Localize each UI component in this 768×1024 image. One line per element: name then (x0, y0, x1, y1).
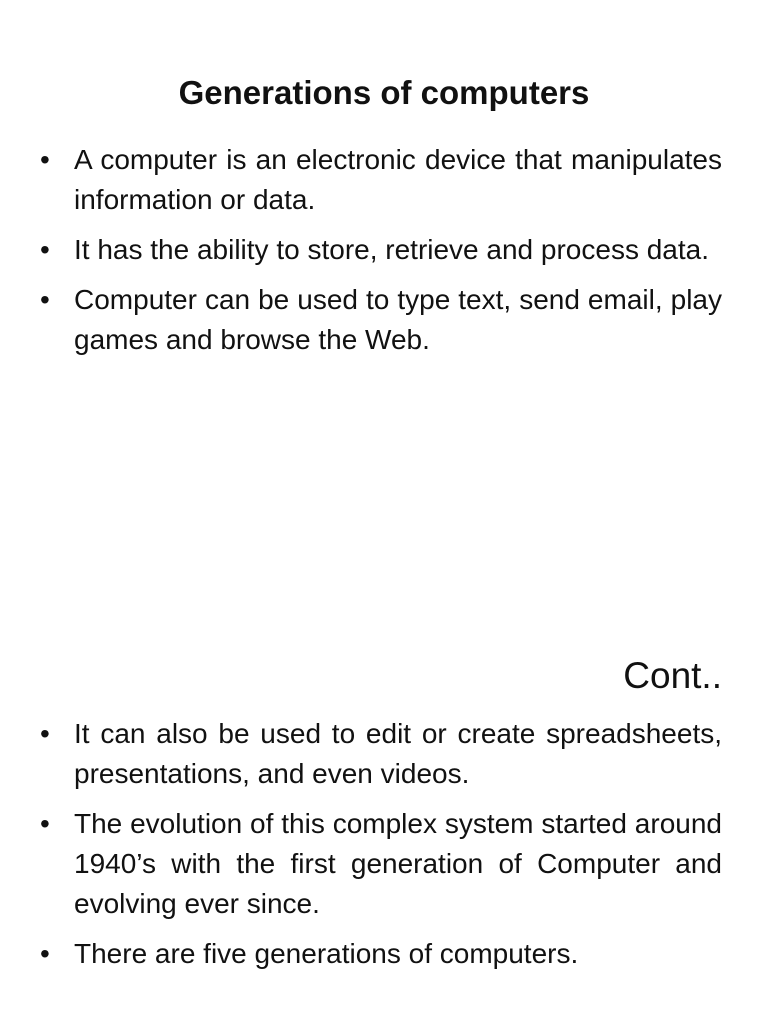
slide-2-bullet-list (34, 714, 722, 984)
bullet-text: It has the ability to store, retrieve and process data. (74, 234, 710, 265)
bullet-text: It can also be used to edit or create spreadsheets, presentations, and even videos. (74, 718, 722, 789)
bullet-text: The evolution of this complex system started around 1940’s with the first generation of Computer and evolving ever since. (74, 808, 722, 919)
bullet-icon: • (40, 144, 50, 175)
bullet-item (34, 230, 722, 270)
bullet-icon: • (40, 938, 50, 969)
slide-1-bullet-list (34, 140, 722, 370)
bullet-icon: • (40, 718, 50, 749)
bullet-icon: • (40, 234, 50, 265)
bullet-item (34, 934, 722, 974)
bullet-item (34, 714, 722, 794)
slide-2 (0, 600, 768, 1024)
bullet-text: A computer is an electronic device that manipulates information or data. (74, 144, 722, 215)
slide-2-title: Cont.. (623, 654, 722, 696)
bullet-text: Computer can be used to type text, send email, play games and browse the Web. (74, 284, 722, 355)
bullet-item (34, 804, 722, 924)
bullet-text: There are five generations of computers. (74, 938, 579, 969)
slide-1 (0, 0, 768, 510)
slide-1-title: Generations of computers (178, 74, 590, 112)
bullet-item (34, 140, 722, 220)
bullet-icon: • (40, 284, 50, 315)
bullet-icon: • (40, 808, 50, 839)
bullet-item (34, 280, 722, 360)
